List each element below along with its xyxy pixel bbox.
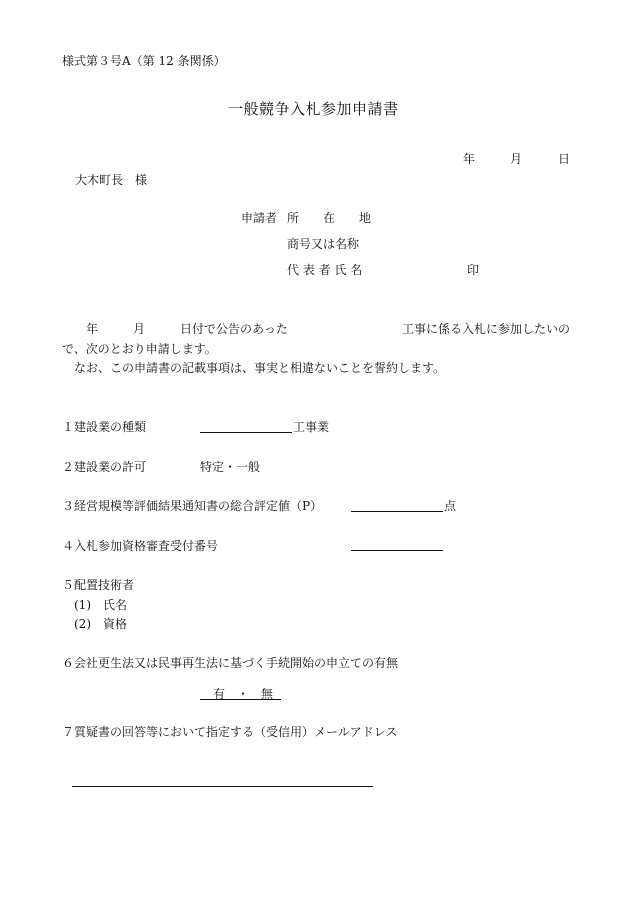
date-year-label: 年 — [463, 152, 476, 166]
date-month-label: 月 — [510, 152, 523, 166]
body-year-label: 年 — [86, 322, 99, 336]
applicant-address-label: 所 在 地 — [287, 211, 372, 225]
item6-underline — [200, 699, 281, 700]
item7-email-line — [72, 786, 373, 787]
addressee: 大木町長 様 — [75, 173, 148, 187]
applicant-label: 申請者 — [241, 211, 278, 225]
item3-label: ３経営規模等評価結果通知書の総合評定値（P） — [62, 499, 323, 513]
date-day-label: 日 — [558, 152, 571, 166]
body-construction-text: 工事に係る入札に参加したいの — [402, 322, 571, 336]
applicant-representative-label: 代 表 者 氏 名 — [287, 263, 363, 277]
item5-label: ５配置技術者 — [62, 578, 135, 592]
applicant-company-label: 商号又は名称 — [287, 237, 360, 251]
seal-mark: 印 — [467, 263, 480, 277]
item1-label: １建設業の種類 — [62, 420, 147, 434]
form-number: 様式第３号A（第 12 条関係） — [62, 54, 226, 68]
document-title: 一般競争入札参加申請書 — [228, 100, 399, 118]
item4-blank-line — [351, 550, 443, 551]
item5-sub-qualification: (2) 資格 — [74, 617, 127, 631]
item2-label: ２建設業の許可 — [62, 460, 147, 474]
item1-blank-line — [200, 432, 292, 433]
item5-sub-name: (1) 氏名 — [74, 598, 127, 612]
item1-suffix: 工事業 — [293, 420, 330, 434]
body-continuation: で、次のとおり申請します。 — [62, 342, 217, 356]
body-month-label: 月 — [133, 322, 146, 336]
item2-value: 特定・一般 — [200, 460, 261, 474]
body-notice-text: 日付で公告のあった — [180, 322, 288, 336]
item4-label: ４入札参加資格審査受付番号 — [62, 539, 219, 553]
item6-label: ６会社更生法又は民事再生法に基づく手続開始の申立ての有無 — [62, 656, 399, 670]
item3-blank-line — [351, 511, 443, 512]
item6-value: 有 ・ 無 — [213, 687, 274, 701]
body-pledge: なお、この申請書の記載事項は、事実と相違ないことを誓約します。 — [74, 361, 446, 375]
item3-suffix: 点 — [444, 499, 457, 513]
item7-label: ７質疑書の回答等において指定する（受信用）メールアドレス — [62, 725, 398, 739]
